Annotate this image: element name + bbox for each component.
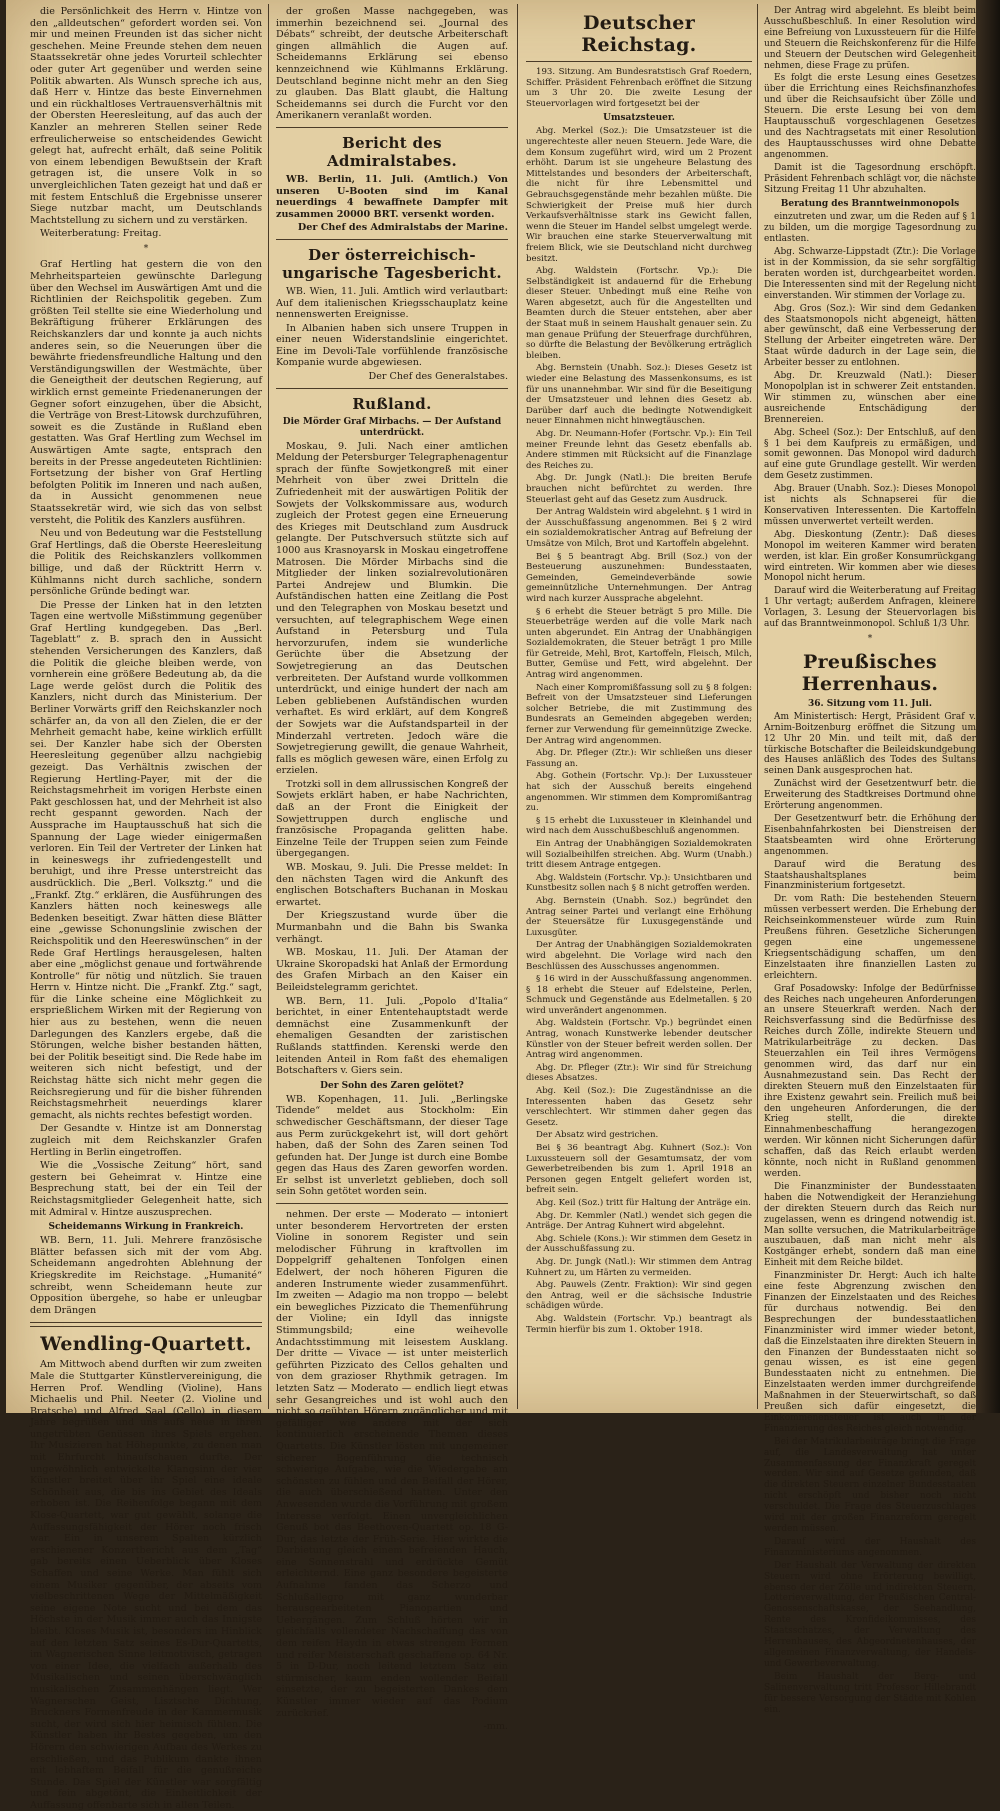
column-rule <box>517 4 518 1409</box>
paragraph: Moskau, 9. Juli. Nach einer amtlichen Meldung der Petersburger Telegraphenagentur sprach der fünfte Sowjetkongreß mit einer Mehrheit von über zwei Dritteln die Zufriedenheit mit der auswärtigen Politik der Sowjets der Volkskommissare aus, wodurch zugleich der Protest gegen eine Erneuerung des Krieges mit Deutschland zum Ausdruck gelangte. Der Putschversuch stützte sich auf 1000 aus Krasnoyarsk in Moskau eingetroffene Matrosen. Die Mörder Mirbachs sind die Mitglieder der linken sozialrevolutionären Partei Andrejew und Blumkin. Die Aufständischen hatten eine Zeitlang die Post und den Telegraphen von Moskau besetzt und versuchten, auf telegraphischem Wege einen Aufstand in Petersburg und Tula hervorzurufen, indem sie wunderliche Gerüchte über die Absetzung der Sowjetregierung an das Deutschen verbreiteten. Der Aufstand wurde vollkommen unterdrückt, und einige hundert der nach am Leben gebliebenen Aufständischen wurden verhaftet. Es wird erklärt, auf dem Kongreß der Sowjets war die Aufstandsparteil in der Minderzahl vertreten. Jedoch wäre die Sowjetregierung gewillt, die genaue Wahrheit, falls es möglich gewesen wäre, einen Erfolg zu erzielen. <box>276 440 508 777</box>
paragraph: Der Antrag Waldstein wird abgelehnt. § 1 wird in der Ausschußfassung angenommen. Bei § 2 wird ein sozialdemokratischer Antrag auf Befreiung der Umsätze von Milch, Brot und Kartoffeln abgelehnt. <box>526 507 752 549</box>
section-divider <box>276 239 508 240</box>
paragraph: WB. Moskau, 9. Juli. Die Presse meldet: In den nächsten Tagen wird die Ankunft des englischen Botschafters Buchanan in Moskau erwartet. <box>276 862 508 908</box>
paragraph: Bei § 36 beantragt Abg. Kuhnert (Soz.): Von Luxussteuern soll der Gesamtumsatz, der vom Gewerbetreibenden bis zum 1. April 1918 an Personen gegen Entgelt geliefert worden ist, befreit sein. <box>526 1143 752 1196</box>
reichstag-continued <box>764 6 976 195</box>
paragraph: einzutreten und zwar, um die Reden auf § 1 zu bilden, um die morgige Tagesordnung zu entlasten. <box>764 212 976 245</box>
newspaper-page <box>6 0 976 1811</box>
paragraph: Abg. Keil (Soz.) tritt für Haltung der Anträge ein. <box>536 1197 751 1208</box>
admiral-signature: Der Chef des Admiralstabs der Marine. <box>297 222 508 234</box>
paragraph: Der Antrag wird abgelehnt. Es bleibt beim Ausschußbeschluß. In einer Resolution wird eine Befreiung von Luxussteuern für die Hilfe und Steuern die Reichskonferenz für die Hilfe und Steuern der Deutschen wird Gelegenheit nehmen, diese Frage zu prüfen. <box>764 6 976 71</box>
paragraph: Darauf wird die Beratung des Staatshaushaltsplanes beim Finanzministerium fortgesetzt. <box>764 859 976 892</box>
reichstag-proceedings <box>526 126 752 1335</box>
paragraph: Abg. Pauwels (Zentr. Fraktion): Wir sind gegen den Antrag, weil er die sächsische Industrie schädigen würde. <box>526 1280 752 1312</box>
paragraph: Abg. Dr. Kemmler (Natl.) wendet sich gegen die Anträge. Der Antrag Kuhnert wird abgelehnt. <box>526 1210 752 1232</box>
column-rule <box>757 4 758 1409</box>
paragraph: Bei § 5 beantragt Abg. Brill (Soz.) von der Besteuerung auszunehmen: Bundesstaaten, Gemeinden, Gemeindeverbände sowie gemeinnützliche Unternehmungen. Der Antrag wird nach kurzer Aussprache abgelehnt. <box>526 551 752 604</box>
paragraph: Es folgt die erste Lesung eines Gesetzes über die Errichtung eines Reichsfinanzhofes und über die Reichsaufsicht über Zölle und Steuern. Die erste Lesung bei von dem Hauptausschuß vorgeschlagenen Gesetzes und des Nachtragsetats mit einer Resolution des Hauptausschusses wird ohne Debatte angenommen. <box>764 73 976 160</box>
paragraph: Weiterberatung: Freitag. <box>40 228 162 240</box>
paragraph: Abg. Gros (Soz.): Wir sind dem Gedanken des Staatsmonopols nicht abgeneigt, hätten aber gewünscht, daß eine Verbesserung der Stellung der Arbeiter eingetreten wäre. Der Staat würde dadurch in der Lage sein, die Arbeiter besser zu entlohnen. <box>764 303 976 369</box>
paragraph: Abg. Brauer (Unabh. Soz.): Dieses Monopol ist nichts als Schnapserei für die Konservativen Interessenten. Die Kartoffeln müssen unverwertet verteilt werden. <box>764 484 976 527</box>
paragraph: Abg. Waldstein (Fortschr. Vp.): Die Selbständigkeit ist andauernd für die Erhebung dieser Steuer. Unbedingt muß eine Reihe von Waren abgesetzt, auch für die Angestellten und Beamten durch die Steuer entstehen, aber aber der Staat muß in seinem Haushalt genauer sein. Zu man genaue Prüfung der Steuerfrage durchführen, so dürfte die Belastung der Bevölkerung erträglich bleiben. <box>526 266 752 361</box>
russia-subheading: Die Mörder Graf Mirbachs. — Der Aufstand unterdrückt. <box>282 416 502 438</box>
paragraph: Ein Antrag der Unabhängigen Sozialdemokraten will Sozialbeihilfen streichen. Abg. Wurm (Unabh.) tritt diesem Antrage entgegen. <box>526 838 752 871</box>
russia-heading: Rußland. <box>352 394 432 413</box>
section-divider <box>276 388 508 389</box>
reichstag-intro: 193. Sitzung. Am Bundesratstisch Graf Roedern, Schiffer. Präsident Fehrenbach eröffnet die Sitzung um 3 Uhr 20. Die zweite Lesung der Steuervorlagen wird fortgesetzt bei der <box>526 67 752 109</box>
paragraph: Abg. Dr. Neumann-Hofer (Fortschr. Vp.): Ein Teil meiner Freunde lehnt das Gesetz ebenfalls ab. Andere stimmen mit Rücksicht auf die Finanzlage des Reiches zu. <box>526 429 752 471</box>
branntwein-debate <box>764 212 976 630</box>
paragraph: Der Absatz wird gestrichen. <box>536 1130 659 1141</box>
paragraph: Graf Hertling hat gestern die von den Mehrheitsparteien gewünschte Darlegung über den Wechsel im Auswärtigen Amt und die Richtlinien der Reichspolitik gegeben. Zum größten Teil stellte sie eine Wiederholung und Bekräftigung früherer Erklärungen des Reichskanzlers dar und konnte ja auch nichts anderes sein, so die Neuerungen über die bewährte friedensfreundliche Haltung und den Verständigungswillen der Westmächte, über die Geneigtheit der deutschen Regierung, auf wirklich ernst gemeinte Friedenanerungen der Gegner sofort einzugehen, über die Absicht, die Verträge von Brest-Litowsk durchzuführen, soweit es die Zustände in Rußland eben gestatten. Was Graf Hertling zum Wechsel im Auswärtigen Amte sagte, entsprach den bereits in der Presse angedeuteten Richtlinien: Fortsetzung der bisher von Graf Hertling befolgten Politik im Inneren und nach außen, da in Aussicht genommenen neue Staatssekretär wird, wie sich das von selbst versteht, die Politik des Kanzlers ausführen. <box>30 259 262 526</box>
paragraph: Der Antrag der Unabhängigen Sozialdemokraten wird abgelehnt. Die Vorlage wird nach den Beschlüssen des Ausschusses angenommen. <box>526 940 752 972</box>
admiral-heading: Bericht des Admiralstabes. <box>326 133 457 170</box>
herrenhaus-subheading: 36. Sitzung vom 11. Juli. <box>808 698 932 709</box>
paragraph: Der Gesandte v. Hintze ist am Donnerstag zugleich mit dem Reichskanzler Grafen Hertling in Berlin eingetroffen. <box>30 1123 262 1158</box>
column-1 <box>30 6 262 1811</box>
paragraph: Abg. Schwarze-Lippstadt (Ztr.): Die Vorlage ist in der Kommission, da sie sehr sorgfältig beraten worden ist, durchgearbeitet worden. Die Interessenten sind mit der Regelung nicht einverstanden. Wir stimmen der Vorlage zu. <box>764 247 976 301</box>
austria-signature: Der Chef des Generalstabes. <box>368 371 508 383</box>
column-2 <box>276 6 508 1733</box>
paragraph: Bei der Matrikularbeiträge bringt die Frage auf, die Landesverwaltung hat unter Zusammenfassung der Finanzkraft geregelt werden. Wir sind auf Gesetze gefunden, daß die direkten Steuern einzelner Bundesstaaten nicht erschöpft und bisher noch nicht verschuldet. Die Frage des Steuerzuschlages wird mit der großen Finanzreform geregelt werden müssen. <box>764 1436 976 1534</box>
paragraph: Abg. Dr. Jungk (Natl.): Die breiten Berufe brauchen nicht befürchtet zu werden. Ihre Steuerlast geht auf das Gesetz zum Ausdruck. <box>526 473 752 505</box>
paragraph: Dr. vom Rath: Die bestehenden Steuern müssen verbessert werden. Die Erhebung der Reichseinkommensteuer würde zum Ruin Preußens führen. Gesetzliche Sicherungen gegen eine ungemessene Kriegsentschädigung schaffen, um den Einzelstaaten ihre finanziellen Lasten zu erleichtern. <box>764 894 976 981</box>
paragraph: Nach einer Kompromißfassung soll zu § 8 folgen: Befreit von der Umsatzsteuer sind Lieferungen solcher Betriebe, die mit Zustimmung des Bundesrats an Gemeinden abgegeben werden; ferner zur Verwendung für gemeinnützige Zwecke. Der Antrag wird angenommen. <box>526 682 752 746</box>
column-rule <box>268 4 269 1409</box>
admiral-report: WB. Berlin, 11. Juli. (Amtlich.) Von unseren U-Booten sind im Kanal neuerdings 4 bewaffnete Dampfer mit zusammen 20000 BRT. versenkt worden. <box>276 173 508 220</box>
section-divider <box>526 61 752 62</box>
section-divider <box>30 1322 262 1327</box>
paragraph: Neu und von Bedeutung war die Feststellung Graf Hertlings, daß die Oberste Heeresleitung die Politik des Reichskanzlers vollkommen billige, und daß der Rücktritt Herrn v. Kühlmanns nicht durch sachliche, sondern persönliche Gründe bedingt war. <box>30 528 262 598</box>
section-divider <box>276 1203 508 1204</box>
zar-heading: Der Sohn des Zaren gelötet? <box>320 1080 464 1091</box>
paragraph: WB. Moskau, 11. Juli. Der Ataman der Ukraine Skoropadski hat Anlaß der Ermordung des Grafen Mirbach an den Kaiser ein Beileidstelegramm gerichtet. <box>276 947 508 993</box>
paragraph: Abg. Merkel (Soz.): Die Umsatzsteuer ist die ungerechteste aller neuen Steuern. Jede Ware, die dem Konsum zugeführt wird, wird um 2 Prozent erhöht. Darum ist sie ungeheure Belastung des Mittelstandes und besonders der Arbeiterschaft, die nicht für ihre Lebensmittel und Gebrauchsgegenstände mehr bezahlen müßte. Die Schwierigkeit der Preise muß hier durch Verkaufsverhältnisse stark ins Gewicht fallen, wenn die Steuer im Handel selbst umgelegt werde. Wir brauchen eine starke Steuerverwaltung mit freiem Blick, wie sie Deutschland nicht durchweg besitzt. <box>526 126 752 264</box>
paragraph: nehmen. Der erste — Moderato — intoniert unter besonderem Hervortreten der ersten Violine in sonorem Register und sein melodischer Führung in kraftvollen im Doppelgriff gehaltenen Tonfolgen einen Edelwert, der noch höheren Figuren die anderen Instrumente wieder zusammenführt. Im zweiten — Adagio ma non troppo — belebt ein bewegliches Pizzicato die Themenführung der Violine; ein Idyll das innigste Stimmungsbild; eine weihevolle Andachtsstimmung mit leisestem Ausklang. Der dritte — Vivace — ist unter meisterlich geführten Pizzicato des Cellos gehalten und von dem grazioser Rhythmik getragen. Im letzten Satz — Moderato — endlich liegt etwas sehr Gesangreiches und ist wohl auch den nicht so geübten Hörern zugänglicher und mit gefälliger wie andere mit der sich kontinuierlich erscheinende Themen dieses Quartetts. Die Künstler lösten mit ungemeiner sicherer Bogenführung die technisch schwierige Aufgabe, wie die Wiedergabe am schönsten zu fühlen und den Beifall der Hörer, die auch überschießend hatten. Unter den Anwesenden wurde die Vorführung mit großem Interesse verfolgt. Einen unvergleichlichen Genuß bot das Beethoven-Quartett op. 18 G-Dur, das letzte der Früh-Serie. Hier wirkte die Darbietung gleich einem befreienden Hauch, eine Sonnenstrahl und erdrückte Gemüt erleichternd. Eine ganz besondere begeisterte Aufnahme fanden das Scherzo und Schlußallegro mit ganz wunderbar herausgearbeiteten Pianopartien und Uebergängen. Zum Schluß hörten wir in gleichfalls vollendeter Nachschaffung das von dem reifen Haydn in etwas strengem Formen und reifer Meisterschaft geschaffene op. 64 Nr. 5 in D-Dur, noch leitend letztem Satz ein stürmischer, kaum enden wollender Beifall einsetzte, der zu begeisterten Dankes dem Künstler immer wieder auf das Podium zurückrief. <box>276 1209 508 1719</box>
paragraph: Die Finanzminister der Bundesstaaten haben die Notwendigkeit der Heranziehung der direkten Steuern durch das Reich nur zugelassen, wenn es dringend notwendig ist. Man sollte versuchen, die Matrikularbeiträge auszubauen, daß man nicht mehr als Kostgänger erhebt, sondern daß man eine Einheit mit dem Reiche bildet. <box>764 1181 976 1269</box>
paragraph: Darauf wird der Haushalt des Finanzministeriums angenommen. <box>764 1536 976 1558</box>
paragraph: Der Gesetzentwurf betr. die Erhöhung der Eisenbahnfahrkosten bei Dienstreisen der Staatsbeamten wird ohne Erörterung angenommen. <box>764 814 976 857</box>
hertling-commentary <box>30 259 262 1218</box>
paragraph: Zunächst wird der Gesetzentwurf betr. die Erweiterung des Stadtkreises Dortmund ohne Erörterung angenommen. <box>764 779 976 812</box>
paragraph: Damit ist die Tagesordnung erschöpft. Präsident Fehrenbach schlägt vor, die nächste Sitzung Freitag 11 Uhr abzuhalten. <box>764 162 976 195</box>
herrenhaus-proceedings <box>764 712 976 1716</box>
zar-text: WB. Kopenhagen, 11. Juli. „Berlingske Tidende“ meldet aus Stockholm: Ein schwedischer Geschäftsmann, der dieser Tage aus Perm zurückgekehrt ist, will dort gehört haben, daß der Sohn des Zaren seinen Tod gefunden hat. Der Junge ist durch eine Bombe gegen das Haus des Zaren geworfen worden. Er selbst ist unverletzt geblieben, doch soll sein Sohn getötet worden sein. <box>276 1093 508 1198</box>
paragraph: Der Kriegszustand wurde über die Murmanbahn und die Bahn bis Swanka verhängt. <box>276 910 508 945</box>
paragraph: § 6 erhebt die Steuer beträgt 5 pro Mille. Die Steuerbeträge werden auf die volle Mark nach unten abgerundet. Ein Antrag der Unabhängigen Sozialdemokraten, die Steuer beträgt 1 pro Mille für Getreide, Mehl, Brot, Kartoffeln, Fleisch, Milch, Butter, Gemüse und Fett, wird abgelehnt. Der Antrag wird angenommen. <box>526 606 752 681</box>
paragraph: Abg. Waldstein (Fortschr. Vp.) beantragt als Termin hierfür bis zum 1. Oktober 1918. <box>526 1313 752 1335</box>
branntwein-heading: Beratung des Branntweinmonopols <box>780 199 960 210</box>
russia-report <box>276 441 508 1077</box>
paragraph: Abg. Dr. Jungk (Natl.): Wir stimmen dem Antrag Kuhnert zu, um Härten zu vermeiden. <box>526 1256 752 1278</box>
paragraph: Abg. Gothein (Fortschr. Vp.): Der Luxussteuer hat sich der Ausschuß bereits eingehend angenommen. Wir stimmen dem Kompromißantrag zu. <box>526 771 752 814</box>
scheidemann-text: WB. Bern, 11. Juli. Mehrere französische Blätter befassen sich mit der vom Abg. Scheidemann angedrohten Ablehnung der Kriegskredite im Reichstage. „Humanité“ schreibt, wenn Scheidemann heute zur Opposition übergehe, so habe er unleugbar dem Drängen <box>30 1235 262 1316</box>
paragraph: Wie die „Vossische Zeitung“ hört, sand gestern bei Geheimrat v. Hintze eine Besprechung statt, bei der ein Teil der Reichstagsmitglieder Gelegenheit hatte, sich mit Admiral v. Hintze auszusprechen. <box>30 1160 262 1218</box>
separator-star: * <box>867 633 873 644</box>
paragraph: Abg. Dr. Pfleger (Ztr.): Wir schließen uns dieser Fassung an. <box>526 748 752 769</box>
paragraph: Am Ministertisch: Hergt, Präsident Graf v. Arnim-Boitzenburg eröffnet die Sitzung um 12 Uhr 20 Min. und teilt mit, daß der türkische Botschafter die Beileidskundgebung des Hauses anläßlich des Todes des Sultans seinen Dank ausgesprochen hat. <box>764 711 976 777</box>
page-edge-shadow <box>976 0 1000 1413</box>
paragraph: Abg. Bernstein (Unabh. Soz.): Dieses Gesetz ist wieder eine Belastung des Massenkonsums, es ist für uns unannehmbar. Wir sind für die Beseitigung der Umsatzsteuer und lehnen dies Gesetz ab. Darüber darf auch die bedingte Notwendigkeit neuer Einnahmen nicht hinwegtäuschen. <box>526 363 752 427</box>
paragraph: Abg. Keil (Soz.): Die Zugeständnisse an die Interessenten haben das Gesetz sehr verschlechtert. Wir stimmen daher gegen das Gesetz. <box>526 1086 752 1128</box>
umsatzsteuer-heading: Umsatzsteuer. <box>603 113 675 124</box>
paragraph: Trotzki soll in dem allrussischen Kongreß der Sowjets erklärt haben, er habe Nachrichten, daß an der Front die Einigkeit der Sowjettruppen durch englische und französische Propaganda gelitten habe. Einzelne Teile der Truppen seien zum Feinde übergegangen. <box>276 778 508 860</box>
paragraph: Finanzminister Dr. Hergt: Auch ich halte eine feste Abgrenzung zwischen den Finanzen der Einzelstaaten und des Reiches für durchaus notwendig. Bei den Besprechungen der bundesstaatlichen Finanzminister wird immer wieder betont, daß die Einzelstaaten ihre direkten Steuern in den Finanzen der Bundesstaaten nicht so genau wissen, es ist eine gegen Bundesstaaten nicht zu entnehmen. Die Einzelstaaten werden immer durchgreifende Maßnahmen in der Steuerwirtschaft, so daß Preußen sich dafür eingesetzt, die Einkommenensteuer ist auch in der Finanzierung des Reiches gleich notwendig. <box>764 1271 976 1434</box>
wendling-heading: Wendling-Quartett. <box>40 1333 252 1356</box>
austria-heading: Der österreichisch-ungarische Tagesbericht. <box>282 245 502 282</box>
separator-star: * <box>143 243 149 254</box>
paragraph: Abg. Dr. Pfleger (Ztr.): Wir sind für Streichung dieses Absatzes. <box>526 1062 752 1084</box>
paragraph: Abg. Waldstein (Fortschr. Vp.): Unsichtbaren und Kunstbesitz sollen nach § 8 nicht getroffen werden. <box>526 872 752 894</box>
paragraph: der großen Masse nachgegeben, was immerhin bezeichnend sei. „Journal des Débats“ schreibt, der deutsche Arbeiterschaft gingen allmählich die Augen auf. Scheidemanns Erklärung sei ebenso kennzeichnend wie Kühlmanns Erklärung. Deutschland beginne nicht mehr an den Sieg zu glauben. Das Blatt glaubt, die Haltung Scheidemanns sei durch die Furcht vor den Amerikanern veranlaßt worden. <box>276 6 508 122</box>
scheidemann-continued <box>276 6 508 122</box>
review-signature: -mm. <box>483 1721 508 1733</box>
paragraph: WB. Wien, 11. Juli. Amtlich wird verlautbart: Auf dem italienischen Kriegsschauplatz keine nennenswerten Ereignisse. <box>276 285 508 321</box>
paragraph: In Albanien haben sich unsere Truppen in einer neuen Widerstandslinie eingerichtet. Eine im Devoli-Tale vorfühlende französische Kompanie wurde abgewiesen. <box>276 322 508 369</box>
austria-report <box>276 286 508 369</box>
paragraph: Abg. Bernstein (Unabh. Soz.) begründet den Antrag seiner Partei und verlangt eine Erhöhung der Steuersätze für Luxusgegenstände und Luxusgüter. <box>526 895 752 938</box>
paragraph: Abg. Scheel (Soz.): Der Entschluß, auf den § 1 bei dem Kaufpreis zu ermäßigen, und somit gewonnen. Das Monopol wird dadurch auf eine gute Grundlage gestellt. Wir werden dem Gesetz zustimmen. <box>764 427 976 482</box>
paragraph: § 16 wird in der Ausschußfassung angenommen. § 18 erhebt die Steuer auf Edelsteine, Perlen, Schmuck und Gegenstände aus Edelmetallen. § 20 wird unverändert angenommen. <box>526 974 752 1016</box>
paragraph: Graf Posadowsky: Infolge der Bedürfnisse des Reiches nach ungeheuren Anforderungen an unsere Steuerkraft werden. Nach der Reichsverfassung sind die Bedürfnisse des Reiches durch Zölle, indirekte Steuern und Matrikularbeiträge zu decken. Das Steuerzahlen ein Teil ihres Vermögens genommen wird, das darf nur ein Ausnahmezustand sein. Das Recht der direkten Steuern muß den Einzelstaaten für ihre Existenz gewahrt sein. Freilich muß bei den ungeheuren Anforderungen, die der Krieg stellt, die direkte Einnahmenbeschaffung herangezogen werden. Wir können nicht Sicherungen dafür schaffen, daß das Reich erlaubt werden könnte, noch nicht in Rußland genommen werden. <box>764 983 976 1179</box>
paragraph: die Persönlichkeit des Herrn v. Hintze von den „alldeutschen“ gefordert worden sei. Von mir und meinen Freunden ist das sicher nicht geschehen. Meine Freunde stehen dem neuen Staatssekretär ohne jedes Vorurteil schlechter oder guter Art gegenüber und werden seine Politik abwarten. Als Wunsch spreche ich aus, daß Herr v. Hintze das beste Einvernehmen und ein rückhaltloses Vertrauensverhältnis mit der Obersten Heeresleitung, auf das auch der Kanzler an mehreren Stellen seiner Rede erfreulicherweise so entscheidendes Gewicht gelegt hat, aufrecht erhält, daß seine Politik von einem lebendigen Bewußtsein der Kraft getragen ist, die unsere Volk in so unvergleichlichen Taten gezeigt hat und daß er mit festem Entschluß die Ergebnisse unserer Siege nutzbar macht, um Deutschlands Machtstellung zu sichern und zu verstärken. <box>30 6 262 226</box>
column-4 <box>764 6 976 1715</box>
hintze-debate-text <box>30 6 262 240</box>
section-divider <box>276 127 508 128</box>
paragraph: Die Presse der Linken hat in den letzten Tagen eine wertvolle Mißstimmung gegenüber Graf Hertling kundgegeben. Das „Berl. Tageblatt“ z. B. sprach den in Aussicht stehenden Versicherungen des Kanzlers, daß die Politik die gleiche bleiben werde, von vornherein eine größere Bedeutung ab, da die Lage werde gelöst durch die Politik des Kanzlers, nicht durch das Ministerium. Der Berliner Vorwärts griff den Reichskanzler noch schärfer an, da von all den Zielen, die er der Mehrheit gemacht habe, keine wirklich erfüllt sei. Der Kanzler habe sich der Obersten Heeresleitung gegenüber allzu nachgiebig gezeigt. Das Verhältnis zwischen der Regierung Hertling-Payer, mit der die Reichstagsmehrheit im vorigen Herbste einen Pakt geschlossen hat, und der Mehrheit ist also recht gespannt geworden. Nach der Aussprache im Hauptausschuß hat sich die Spannung der Lage wieder einigermaßen verloren. Ein Teil der Vertreter der Linken hat in keineswegs ihr zufriedengestellt und beruhigt, und ihre Presse unterstreicht das ausdrücklich. Die „Berl. Volksztg.“ und die „Frankf. Ztg.“ erklären, die Ausführungen des Kanzlers hätten noch keineswegs alle Bedenken beseitigt. Zwar hätten diese Blätter eine „gewisse Schonungslinie zwischen der Reichspolitik und den Heereswünschen“ in der Rede Graf Hertlings herausgelesen, halten aber eine „möglichst genaue und fortwährende Kontrolle“ für nötig und nützlich. Sie trauen Herrn v. Hintze nicht. Die „Frankf. Ztg.“ sagt, für die Linke scheine eine Möglichkeit zu ersprießlichem Wirken mit der Regierung von hier aus zu bestehen, wenn die neuen Darlegungen des Kanzlers ergebe, daß die Störungen, welche bisher bestanden hätten, bei der Politik beseitigt sind. Die Rede habe im weiteren sich nicht befestigt, und der Reichstag hätte sich nicht mehr gegen die Reichsregierung und für die bisher führenden Reichstagsmehrheit neuerdings klarer gemacht, als nichts rechtes befestigt worden. <box>30 599 262 1121</box>
paragraph: Abg. Waldstein (Fortschr. Vp.) begründet einen Antrag, wonach Kunstwerke lebender deutscher Künstler von der Steuer befreit werden sollen. Der Antrag wird angenommen. <box>526 1018 752 1061</box>
paragraph: Abg. Dieskontung (Zentr.): Daß dieses Monopol im weiteren Kammer wird beraten werden, ist klar. Ein großer Konsumrückgang wird eintreten. Wir kommen aber wie dieses Monopol nicht herum. <box>764 529 976 584</box>
paragraph: WB. Bern, 11. Juli. „Popolo d'Italia“ berichtet, in einer Ententehauptstadt werde demnächst eine Zusammenkunft der ehemaligen Gesandten der zaristischen Rußlands stattfinden. Kerenski werde den leitenden Anteil in Rom faßt des ehemaligen Botschafters v. Giers sein. <box>276 995 508 1077</box>
paragraph: Am Mittwoch abend durften wir zum zweiten Male die Stuttgarter Künstlervereinigung, die Herren Prof. Wendling (Violine), Hans Michaelis und Phil. Neeter (2. Violine und Bratsche) und Alfred Saal (Cello) in diesem Jahre begrüßen und uns aufs neue in ihren ungetrübten Genüssen ihres Spiels ergehen. Ihr Musizieren hat Höhepunkte, zu denen man mit Ehrfurcht hinaufschauen durfte. Der ungewöhnlich entwickelte Klangsinn der vier Künstler breitet über ihr Spiel eine ideale Schönheit aus, die bis ins Gebiet des Ideals erhoben ist. Die Reihenfolge begann mit dem Klose-Quartett, war gut gewählt, solange die Auffassungsfähigkeit der Hörer noch frisch war. Ein in unserem Spalten kürzlich erschienener Konzertbericht aus dem „Tag“ gab bereits einen Ueberblick über Kloses Schaffen und seine Werke. Man fühlt sich einem Musiker gegenüber, der abseits vom vielbeschrittenen Wege der Mittelmäßigkeit seine eigene Note sucht und bei dem das Höchste in der Musik immer auch das Innigste bleibt. Kloses Musik ist, besonders im Hinblick auf den letzten Satz seines Es-Dur-Quartetts, im Wagnerischen Sinne leitmotivisch, getragen von einer Idee, die vielfach außerhalb des Musikalischen und seinen überschwänglich musikalischen Zusammenhängen liegt. Wer Wagnerschen Geist, Lisztsche Dichtung, Bruckners Formenfreude in der Kammermusik sucht, der wird sich hier heimisch fühlen. Die Künstler haben ihr Bestes gegeben, um den Hörern den schwierigen Aufbau des Werkes zu erschließen, und das Publikum dankte ihnen mit lebhaftem Beifall für die genußreiche Stunde. Das Spiel der Künstler war sorgfältig und fein abgetönt, die Einheitlichkeit der Auffassung offenbarte sich in allen Teilen. <box>30 1359 262 1811</box>
herrenhaus-heading: Preußisches Herrenhaus. <box>801 650 939 695</box>
paragraph: Der Haushalt der Verwaltung der direkten Steuern wird ohne Erörterung bewilligt, ebenso der der Zölle und indirekten Steuern, Lotterieverwaltung, der Preußischen Central-Genossenschaftskasse, der Seehandlung, Rente des Kronfideikommisses, des Staatsschatzes, der Verwaltung des Herrenhauses, des Abgeordnetenhauses, der allgemeinen Finanzverwaltung, der Handels- und Gewerbeverwaltung. <box>764 1560 976 1669</box>
paragraph: § 15 erhebt die Luxussteuer in Kleinhandel und wird nach dem Ausschußbeschluß angenommen. <box>526 815 752 837</box>
reichstag-heading: Deutscher Reichstag. <box>581 12 697 56</box>
wendling-review-text <box>30 1359 262 1811</box>
wendling-review-continued <box>276 1209 508 1719</box>
scheidemann-heading: Scheidemanns Wirkung in Frankreich. <box>48 1222 244 1233</box>
paragraph: Beim Haushalt der Berg- und Salinenverwaltung tritt Professor Hillebrandt für bessere Versorgung der Städte mit Kohlen ein. <box>764 1671 976 1715</box>
column-3 <box>526 6 752 1406</box>
paragraph: Abg. Dr. Kreuzwald (Natl.): Dieser Monopolplan ist in schwerer Zeit entstanden. Wir stimmen zu, wünschen aber eine ausreichende Entschädigung der Brennereien. <box>764 371 976 425</box>
paragraph: Darauf wird die Weiterberatung auf Freitag 1 Uhr vertagt; außerdem Anfragen, kleinere Vorlagen, 3. Lesung der Steuervorlagen bis auf das Branntweinmonopol. Schluß 1/3 Uhr. <box>764 586 976 630</box>
paragraph: Abg. Schiele (Kons.): Wir stimmen dem Gesetz in der Ausschußfassung zu. <box>526 1233 752 1255</box>
